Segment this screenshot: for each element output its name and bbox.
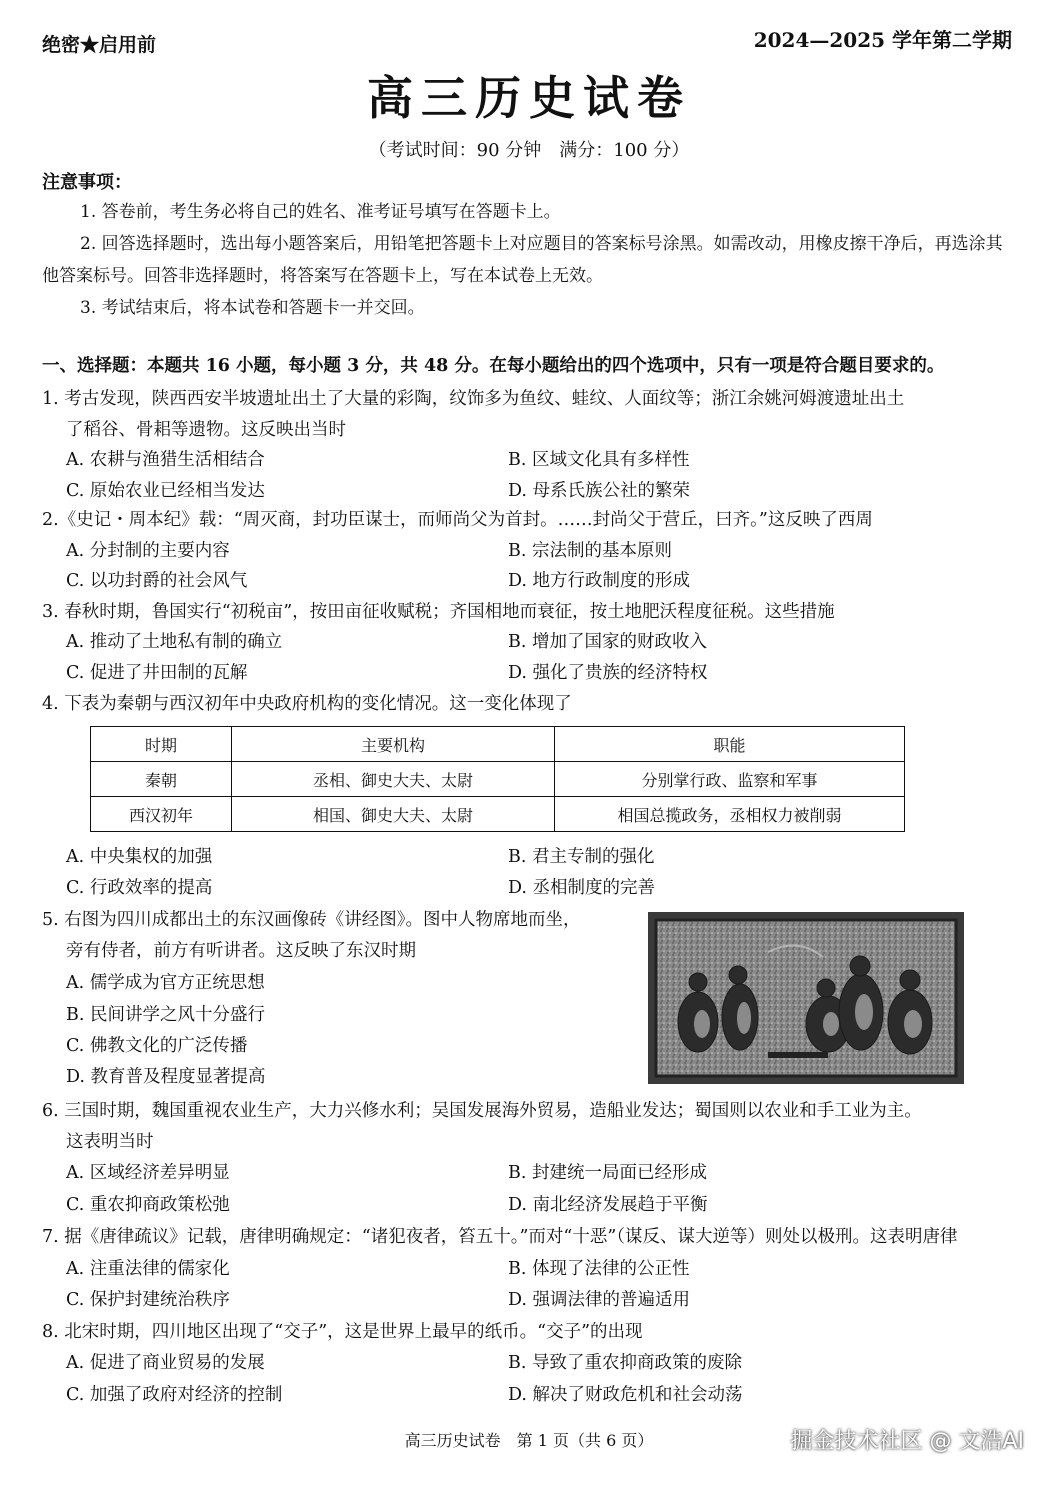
option-c: C. 佛教文化的广泛传播: [66, 1036, 248, 1056]
question-stem: 7. 据《唐律疏议》记载，唐律明确规定：“诸犯夜者，笞五十。”而对“十恶”（谋反、谋大逆等）则处以极刑。这表明唐律: [42, 1227, 958, 1247]
note-item: 1. 答卷前，考生务必将自己的姓名、准考证号填写在答题卡上。: [80, 202, 561, 222]
option-d: D. 南北经济发展趋于平衡: [508, 1195, 708, 1215]
option-c: C. 促进了井田制的瓦解: [66, 663, 248, 683]
note-item: 2. 回答选择题时，选出每小题答案后，用铅笔把答题卡上对应题目的答案标号涂黑。如需改动，用橡皮擦干净后，再选涂其他答案标号。回答非选择题时，将答案写在答题卡上，写在本试卷上无效。: [42, 234, 1003, 286]
question-2: [42, 505, 1017, 536]
option-b: B. 君主专制的强化: [508, 847, 655, 867]
table-cell: 秦朝: [91, 762, 232, 797]
table-row: [91, 797, 905, 832]
option-b: B. 导致了重农抑商政策的废除: [508, 1353, 742, 1373]
option-c: C. 加强了政府对经济的控制: [66, 1385, 283, 1405]
table-cell: 丞相、御史大夫、太尉: [232, 762, 555, 797]
lecture-brick-image: [648, 912, 964, 1084]
question-stem: 4. 下表为秦朝与西汉初年中央政府机构的变化情况。这一变化体现了: [42, 694, 572, 714]
option-c: C. 重农抑商政策松弛: [66, 1195, 230, 1215]
section-heading: 一、选择题：本题共 16 小题，每小题 3 分，共 48 分。在每小题给出的四个选项中，只有一项是符合题目要求的。: [42, 356, 945, 376]
option-a: A. 推动了土地私有制的确立: [66, 632, 283, 652]
confidential-label: 绝密★启用前: [42, 34, 157, 56]
question-stem-cont: 这表明当时: [66, 1132, 154, 1152]
institution-table: [90, 726, 905, 832]
question-stem: 1. 考古发现，陕西西安半坡遗址出土了大量的彩陶，纹饰多为鱼纹、蛙纹、人面纹等；浙江余姚河姆渡遗址出土: [42, 389, 905, 409]
question-stem: 2.《史记・周本纪》载：“周灭商，封功臣谋士，而师尚父为首封。……封尚父于营丘，曰齐。”这反映了西周: [42, 510, 873, 530]
table-header: 主要机构: [232, 727, 555, 762]
table-cell: 相国总揽政务，丞相权力被削弱: [555, 797, 905, 832]
table-header-row: [91, 727, 905, 762]
option-d: D. 教育普及程度显著提高: [66, 1067, 266, 1087]
question-stem: 5. 右图为四川成都出土的东汉画像砖《讲经图》。图中人物席地而坐，: [42, 910, 581, 930]
option-d: D. 丞相制度的完善: [508, 878, 656, 898]
option-b: B. 增加了国家的财政收入: [508, 632, 707, 652]
option-c: C. 保护封建统治秩序: [66, 1290, 230, 1310]
note-item: 3. 考试结束后，将本试卷和答题卡一并交回。: [80, 298, 425, 318]
term-label: 2024—2025 学年第二学期: [753, 28, 1012, 52]
option-d: D. 母系氏族公社的繁荣: [508, 481, 691, 501]
option-d: D. 强调法律的普遍适用: [508, 1290, 691, 1310]
question-stem-cont: 了稻谷、骨耜等遗物。这反映出当时: [66, 420, 346, 440]
table-cell: 西汉初年: [91, 797, 232, 832]
table-cell: 相国、御史大夫、太尉: [232, 797, 555, 832]
table-header: 时期: [91, 727, 232, 762]
notes-heading: 注意事项：: [42, 172, 132, 193]
question-7: [42, 1222, 1017, 1253]
option-d: D. 强化了贵族的经济特权: [508, 663, 708, 683]
option-a: A. 中央集权的加强: [66, 847, 213, 867]
question-3: [42, 597, 1017, 628]
option-b: B. 封建统一局面已经形成: [508, 1163, 707, 1183]
option-b: B. 民间讲学之风十分盛行: [66, 1005, 265, 1025]
option-b: B. 宗法制的基本原则: [508, 541, 672, 561]
option-d: D. 解决了财政危机和社会动荡: [508, 1385, 743, 1405]
option-b: B. 体现了法律的公正性: [508, 1259, 690, 1279]
table-cell: 分别掌行政、监察和军事: [555, 762, 905, 797]
question-stem: 3. 春秋时期，鲁国实行“初税亩”，按田亩征收赋税；齐国相地而衰征，按土地肥沃程度征税。这些措施: [42, 602, 835, 622]
option-b: B. 区域文化具有多样性: [508, 450, 690, 470]
question-stem: 6. 三国时期，魏国重视农业生产，大力兴修水利；吴国发展海外贸易，造船业发达；蜀国则以农业和手工业为主。: [42, 1101, 922, 1121]
option-a: A. 促进了商业贸易的发展: [66, 1353, 265, 1373]
question-8: [42, 1317, 1017, 1348]
question-5: [42, 905, 642, 967]
option-c: C. 原始农业已经相当发达: [66, 481, 265, 501]
option-c: C. 以功封爵的社会风气: [66, 571, 248, 591]
question-stem-cont: 旁有侍者，前方有听讲者。这反映了东汉时期: [66, 941, 416, 961]
option-a: A. 分封制的主要内容: [66, 541, 230, 561]
question-1: [42, 384, 1017, 446]
option-a: A. 注重法律的儒家化: [66, 1259, 230, 1279]
question-4: [42, 689, 1017, 720]
question-6: [42, 1096, 1017, 1158]
table-row: [91, 762, 905, 797]
option-d: D. 地方行政制度的形成: [508, 571, 691, 591]
page-footer: 高三历史试卷 第 1 页（共 6 页）: [404, 1431, 654, 1450]
option-c: C. 行政效率的提高: [66, 878, 213, 898]
page-title: 高三历史试卷: [367, 71, 691, 125]
question-stem: 8. 北宋时期，四川地区出现了“交子”，这是世界上最早的纸币。“交子”的出现: [42, 1322, 643, 1342]
option-a: A. 区域经济差异明显: [66, 1163, 230, 1183]
option-a: A. 儒学成为官方正统思想: [66, 973, 265, 993]
exam-info: （考试时间：90 分钟 满分：100 分）: [368, 140, 690, 161]
watermark: 掘金技术社区 @ 文浩AI: [790, 1429, 1024, 1454]
option-a: A. 农耕与渔猎生活相结合: [66, 450, 265, 470]
table-header: 职能: [555, 727, 905, 762]
